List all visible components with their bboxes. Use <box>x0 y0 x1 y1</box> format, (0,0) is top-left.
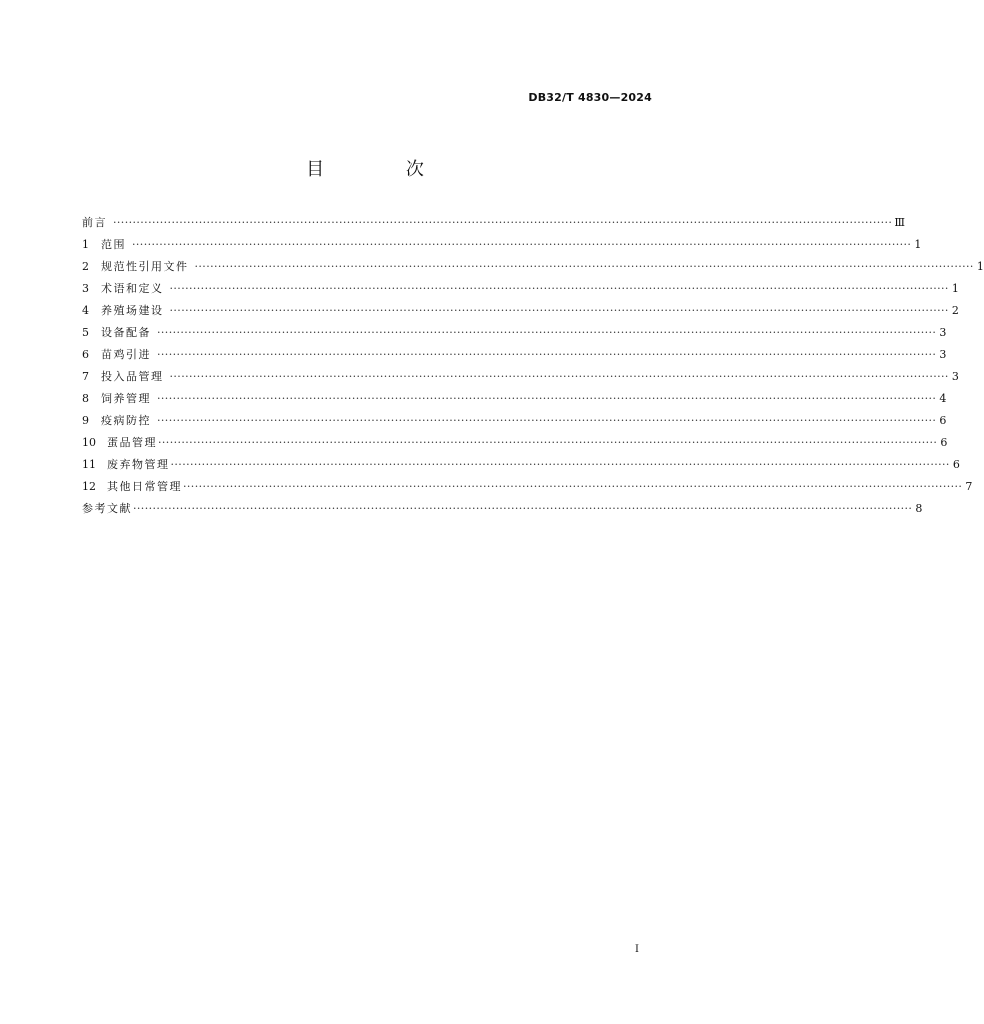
toc-entry-page: 2 <box>951 304 959 317</box>
toc-leader-dots: ········································································································································································································ <box>158 436 938 449</box>
toc-entry-page: Ⅲ <box>894 216 905 229</box>
toc-entry-number: 4 <box>82 304 89 317</box>
toc-entry-4[interactable] <box>82 300 959 322</box>
toc-entry-label: 养殖场建设 <box>101 304 164 317</box>
toc-entry-label: 前言 <box>82 216 107 229</box>
toc-entry-page: 3 <box>939 326 947 339</box>
toc-entry-3[interactable] <box>82 278 959 300</box>
toc-entry-7[interactable] <box>82 366 959 388</box>
toc-leader-dots: ········································································································································································································ <box>157 414 937 427</box>
toc-entry-6[interactable] <box>82 344 947 366</box>
toc-entry-page: 4 <box>939 392 947 405</box>
toc-entry-number: 2 <box>82 260 89 273</box>
toc-entry-5[interactable] <box>82 322 947 344</box>
toc-entry-label: 蛋品管理 <box>107 436 157 449</box>
toc-entry-page: 3 <box>939 348 947 361</box>
toc-entry-references[interactable] <box>82 498 923 520</box>
toc-entry-2[interactable] <box>82 256 984 278</box>
toc-entry-number: 10 <box>82 436 96 449</box>
toc-entry-label: 苗鸡引进 <box>101 348 151 361</box>
table-of-contents <box>82 212 984 520</box>
toc-entry-10[interactable] <box>82 432 948 454</box>
toc-leader-dots: ········································································································································································································ <box>133 502 913 515</box>
toc-leader-dots: ········································································································································································································ <box>183 480 963 493</box>
page-title: 目 次 <box>306 159 462 180</box>
toc-entry-label: 参考文献 <box>82 502 132 515</box>
toc-entry-8[interactable] <box>82 388 947 410</box>
page-number: I <box>635 944 639 955</box>
toc-entry-number: 6 <box>82 348 89 361</box>
toc-entry-page: 6 <box>940 436 948 449</box>
toc-leader-dots: ········································································································································································································ <box>169 370 949 383</box>
toc-entry-12[interactable] <box>82 476 973 498</box>
toc-entry-label: 术语和定义 <box>101 282 164 295</box>
toc-leader-dots: ········································································································································································································ <box>157 392 937 405</box>
toc-entry-label: 范围 <box>101 238 126 251</box>
toc-entry-page: 1 <box>951 282 959 295</box>
toc-entry-number: 7 <box>82 370 89 383</box>
toc-leader-dots: ········································································································································································································ <box>170 458 950 471</box>
toc-entry-label: 饲养管理 <box>101 392 151 405</box>
toc-entry-label: 疫病防控 <box>101 414 151 427</box>
toc-entry-9[interactable] <box>82 410 947 432</box>
toc-entry-label: 废弃物管理 <box>107 458 170 471</box>
toc-entry-11[interactable] <box>82 454 960 476</box>
toc-entry-number: 5 <box>82 326 89 339</box>
toc-entry-label: 投入品管理 <box>101 370 164 383</box>
toc-entry-page: 7 <box>965 480 973 493</box>
toc-leader-dots: ········································································································································································································ <box>157 326 937 339</box>
toc-entry-page: 6 <box>952 458 960 471</box>
toc-entry-number: 9 <box>82 414 89 427</box>
toc-entry-foreword[interactable] <box>82 212 905 234</box>
toc-entry-page: 6 <box>939 414 947 427</box>
toc-leader-dots: ········································································································································································································ <box>157 348 937 361</box>
toc-leader-dots: ········································································································································································································ <box>194 260 974 273</box>
toc-entry-label: 设备配备 <box>101 326 151 339</box>
toc-entry-number: 11 <box>82 458 96 471</box>
toc-entry-number: 8 <box>82 392 89 405</box>
toc-leader-dots: ········································································································································································································ <box>113 216 893 229</box>
toc-entry-number: 3 <box>82 282 89 295</box>
toc-entry-page: 1 <box>976 260 984 273</box>
toc-entry-number: 12 <box>82 480 96 493</box>
toc-entry-1[interactable] <box>82 234 922 256</box>
toc-leader-dots: ········································································································································································································ <box>169 304 949 317</box>
toc-entry-number: 1 <box>82 238 89 251</box>
toc-entry-label: 其他日常管理 <box>107 480 182 493</box>
toc-entry-page: 1 <box>914 238 922 251</box>
toc-leader-dots: ········································································································································································································ <box>169 282 949 295</box>
toc-entry-page: 8 <box>915 502 923 515</box>
toc-entry-label: 规范性引用文件 <box>101 260 189 273</box>
toc-entry-page: 3 <box>951 370 959 383</box>
toc-leader-dots: ········································································································································································································ <box>132 238 912 251</box>
standard-code: DB32/T 4830—2024 <box>528 91 652 104</box>
